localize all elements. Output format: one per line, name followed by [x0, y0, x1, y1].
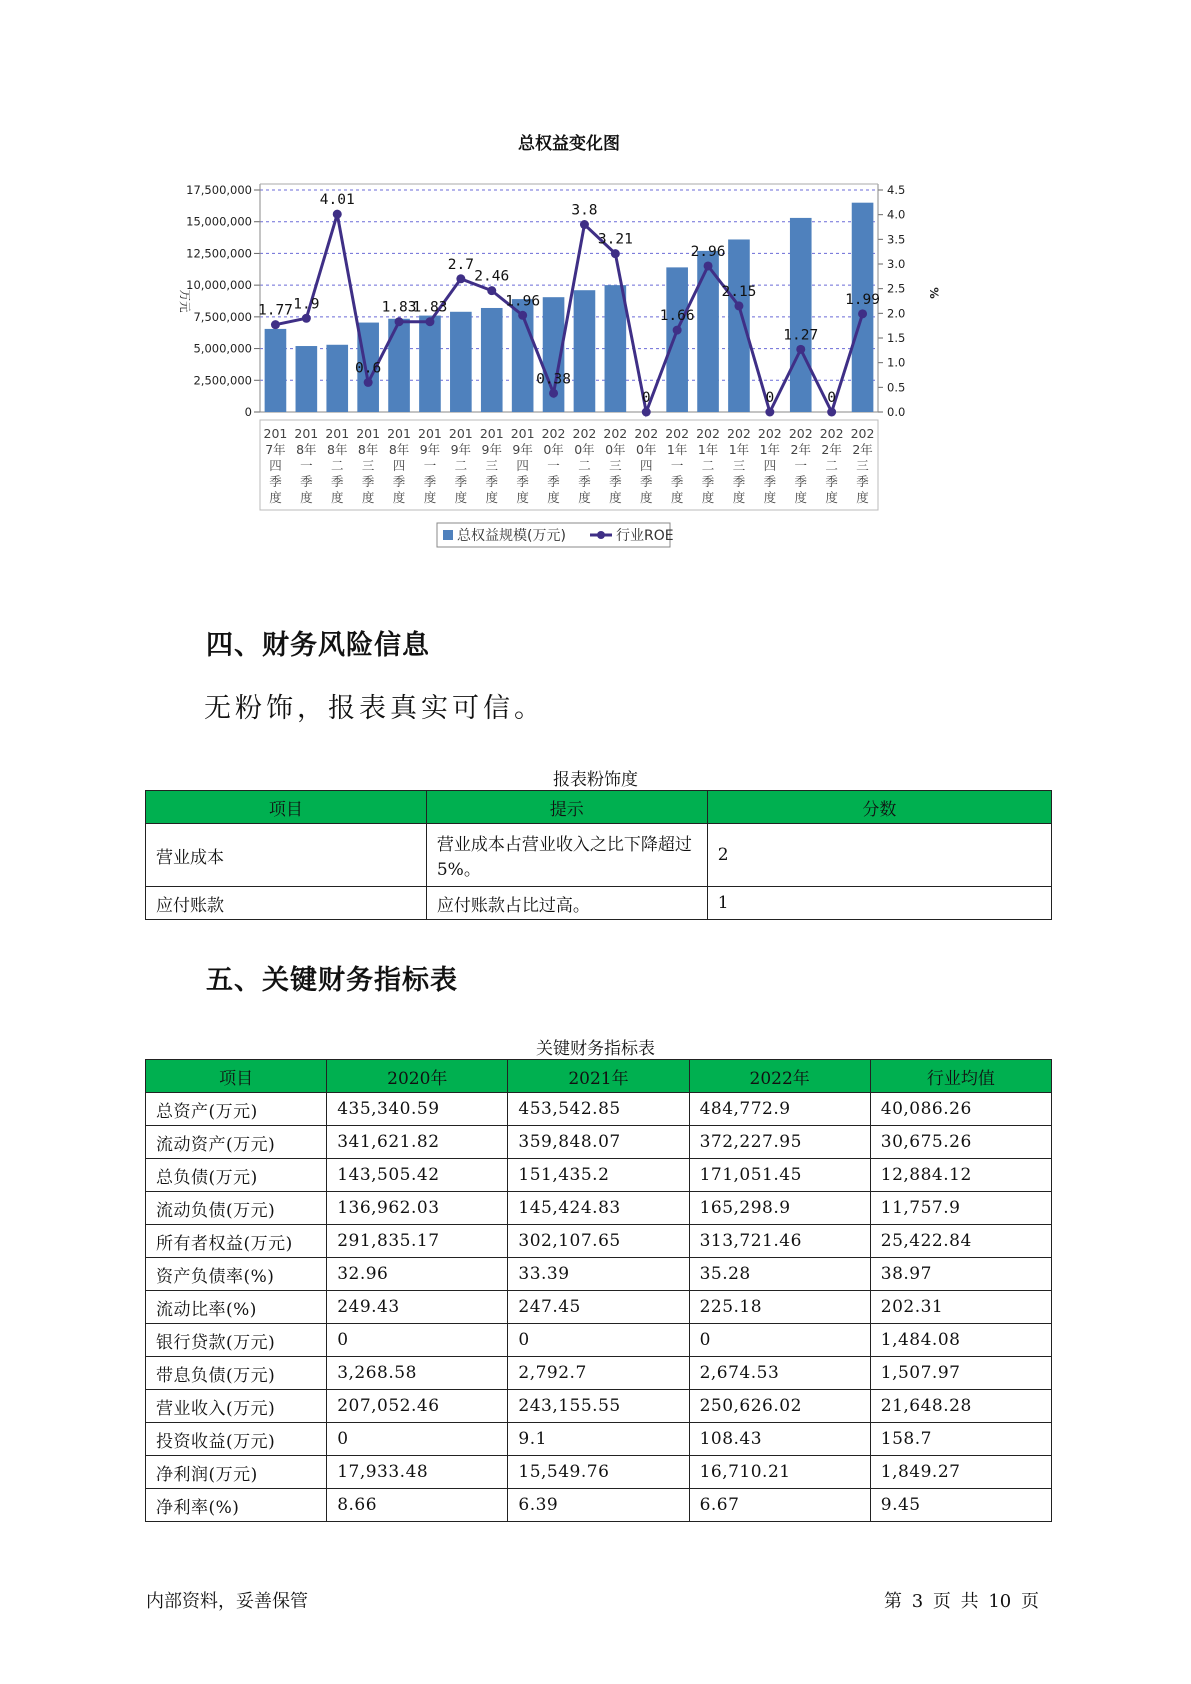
table-cell: 流动比率(%)	[146, 1291, 327, 1324]
roe-data-label: 0.6	[355, 360, 382, 377]
roe-data-label: 0	[765, 390, 775, 406]
x-tick-label: 2年	[790, 442, 811, 457]
x-tick-label: 201	[294, 426, 319, 441]
table-cell: 32.96	[327, 1258, 508, 1291]
table-cell: 243,155.55	[508, 1390, 689, 1423]
table-cell: 流动负债(万元)	[146, 1192, 327, 1225]
x-tick-label: 202	[665, 426, 690, 441]
table-cell: 净利润(万元)	[146, 1456, 327, 1489]
equity-bar	[419, 316, 441, 412]
y-tick-label: 2,500,000	[193, 373, 252, 388]
roe-point	[827, 408, 836, 417]
table-cell: 营业成本	[146, 824, 427, 887]
x-tick-label: 季	[794, 474, 808, 489]
whitewash-table-caption: 报表粉饰度	[553, 770, 638, 790]
section-heading-key-indicators: 五、关键财务指标表	[206, 965, 458, 996]
table-cell: 21,648.28	[870, 1390, 1051, 1423]
table-row	[146, 887, 1052, 920]
table-cell: 0	[327, 1324, 508, 1357]
table-cell: 143,505.42	[327, 1159, 508, 1192]
roe-data-label: 0	[641, 390, 651, 406]
table-row	[146, 1423, 1052, 1456]
x-tick-label: 季	[392, 474, 406, 489]
x-tick-label: 202	[541, 426, 566, 441]
equity-bar	[388, 319, 410, 412]
y2-tick-label: 2.5	[887, 281, 906, 296]
table-cell: 435,340.59	[327, 1093, 508, 1126]
equity-bar	[728, 239, 750, 412]
x-tick-label: 度	[392, 490, 406, 505]
roe-data-label: 2.7	[447, 256, 474, 273]
table-row	[146, 1357, 1052, 1390]
equity-bar	[574, 290, 596, 412]
roe-data-label: 0.38	[536, 371, 572, 388]
y-tick-label: 7,500,000	[193, 309, 252, 324]
x-tick-label: 度	[825, 490, 838, 505]
x-tick-label: 季	[330, 474, 344, 489]
x-tick-label: 度	[578, 490, 591, 505]
y-tick-label: 15,000,000	[186, 214, 252, 229]
x-tick-label: 9年	[481, 442, 502, 457]
roe-data-label: 1.66	[659, 308, 695, 325]
y2-tick-label: 4.5	[887, 183, 906, 197]
x-tick-label: 2年	[852, 442, 873, 457]
roe-data-label: 2.96	[690, 243, 726, 260]
x-tick-label: 季	[300, 474, 313, 489]
table-cell: 291,835.17	[327, 1225, 508, 1258]
table-cell: 营业收入(万元)	[146, 1390, 327, 1423]
table-cell: 1,849.27	[870, 1456, 1051, 1489]
table-cell: 25,422.84	[870, 1225, 1051, 1258]
x-tick-label: 二	[701, 458, 715, 473]
x-tick-label: 202	[634, 426, 659, 441]
table-cell: 带息负债(万元)	[146, 1357, 327, 1390]
table-cell: 38.97	[870, 1258, 1051, 1291]
x-tick-label: 季	[639, 474, 653, 489]
x-tick-label: 202	[696, 426, 720, 441]
table-cell: 108.43	[689, 1423, 870, 1456]
x-tick-label: 季	[609, 474, 622, 489]
table-row	[146, 1192, 1052, 1225]
x-tick-label: 季	[269, 474, 282, 489]
x-tick-label: 一	[300, 458, 313, 473]
x-tick-label: 度	[670, 490, 684, 505]
x-tick-label: 8年	[388, 442, 410, 457]
x-tick-label: 度	[516, 490, 529, 505]
x-tick-label: 度	[701, 490, 715, 505]
x-tick-label: 度	[300, 490, 313, 505]
x-tick-label: 二	[330, 458, 344, 473]
x-tick-label: 202	[757, 426, 782, 441]
y-axis-title: 万元	[178, 289, 192, 313]
roe-point	[395, 317, 404, 326]
y2-tick-label: 0.0	[887, 405, 906, 419]
table-row	[146, 1126, 1052, 1159]
roe-point	[487, 286, 496, 295]
x-tick-label: 9年	[450, 442, 472, 457]
section-heading-financial-risk: 四、财务风险信息	[206, 630, 430, 661]
y2-tick-label: 0.5	[887, 380, 906, 395]
roe-data-label: 4.01	[319, 192, 355, 209]
x-tick-label: 202	[788, 426, 813, 441]
table-cell: 359,848.07	[508, 1126, 689, 1159]
x-tick-label: 季	[361, 474, 375, 489]
y2-tick-label: 2.0	[887, 306, 906, 321]
x-tick-label: 1年	[666, 442, 688, 457]
x-tick-label: 一	[670, 458, 684, 473]
x-tick-label: 季	[423, 474, 437, 489]
roe-point	[642, 408, 651, 417]
table-cell: 投资收益(万元)	[146, 1423, 327, 1456]
table-cell: 2,674.53	[689, 1357, 870, 1390]
roe-data-label: 1.96	[505, 293, 541, 310]
roe-point	[611, 249, 620, 258]
whitewash-table	[145, 790, 1052, 920]
table-cell: 453,542.85	[508, 1093, 689, 1126]
x-tick-label: 8年	[327, 442, 348, 457]
table-row	[146, 1489, 1052, 1522]
equity-bar	[481, 308, 503, 412]
x-tick-label: 度	[269, 490, 282, 505]
table-cell: 145,424.83	[508, 1192, 689, 1225]
table-cell: 202.31	[870, 1291, 1051, 1324]
table-cell: 17,933.48	[327, 1456, 508, 1489]
roe-data-label: 1.27	[783, 327, 819, 344]
x-tick-label: 度	[423, 490, 437, 505]
roe-data-label: 1.83	[381, 299, 417, 316]
y-tick-label: 12,500,000	[186, 246, 252, 261]
x-tick-label: 8年	[357, 442, 379, 457]
y-tick-label: 10,000,000	[186, 278, 252, 293]
x-tick-label: 1年	[697, 442, 719, 457]
x-tick-label: 度	[732, 490, 746, 505]
header-item: 项目	[146, 1060, 327, 1093]
table-cell: 40,086.26	[870, 1093, 1051, 1126]
equity-chart	[160, 130, 1040, 600]
x-tick-label: 度	[856, 490, 869, 505]
equity-bar	[605, 285, 627, 412]
table-cell: 151,435.2	[508, 1159, 689, 1192]
roe-data-label: 2.46	[474, 268, 510, 285]
table-cell: 11,757.9	[870, 1192, 1051, 1225]
x-tick-label: 度	[794, 490, 808, 505]
x-tick-label: 201	[263, 426, 288, 441]
y-tick-label: 5,000,000	[193, 341, 252, 356]
x-tick-label: 7年	[265, 442, 286, 457]
table-cell: 484,772.9	[689, 1093, 870, 1126]
table-row	[146, 1456, 1052, 1489]
header-2021: 2021年	[508, 1060, 689, 1093]
table-cell: 313,721.46	[689, 1225, 870, 1258]
table-cell: 250,626.02	[689, 1390, 870, 1423]
table-cell: 225.18	[689, 1291, 870, 1324]
table-cell: 1	[707, 887, 1051, 920]
x-tick-label: 四	[516, 458, 529, 473]
table-cell: 249.43	[327, 1291, 508, 1324]
table-cell: 所有者权益(万元)	[146, 1225, 327, 1258]
table-cell: 165,298.9	[689, 1192, 870, 1225]
x-tick-label: 季	[578, 474, 591, 489]
x-tick-label: 度	[763, 490, 777, 505]
table-cell: 营业成本占营业收入之比下降超过5%。	[426, 824, 707, 887]
x-tick-label: 度	[454, 490, 468, 505]
table-cell: 9.45	[870, 1489, 1051, 1522]
table-cell: 6.67	[689, 1489, 870, 1522]
x-tick-label: 季	[732, 474, 746, 489]
table-cell: 总负债(万元)	[146, 1159, 327, 1192]
table-row	[146, 1324, 1052, 1357]
table-header-row	[146, 791, 1052, 824]
y2-tick-label: 1.0	[887, 355, 906, 370]
table-cell: 136,962.03	[327, 1192, 508, 1225]
roe-point	[765, 408, 774, 417]
x-tick-label: 9年	[512, 442, 533, 457]
roe-point	[302, 314, 311, 323]
x-tick-label: 度	[547, 490, 560, 505]
roe-point	[580, 220, 589, 229]
x-tick-label: 9年	[419, 442, 441, 457]
x-tick-label: 季	[516, 474, 529, 489]
table-cell: 158.7	[870, 1423, 1051, 1456]
table-row	[146, 1159, 1052, 1192]
x-tick-label: 季	[454, 474, 468, 489]
x-tick-label: 2年	[821, 442, 842, 457]
x-tick-label: 二	[825, 458, 838, 473]
table-cell: 3,268.58	[327, 1357, 508, 1390]
equity-bar	[790, 218, 812, 412]
table-cell: 流动资产(万元)	[146, 1126, 327, 1159]
table-cell: 资产负债率(%)	[146, 1258, 327, 1291]
x-tick-label: 度	[609, 490, 622, 505]
roe-data-label: 1.99	[845, 291, 881, 308]
footer-confidential: 内部资料，妥善保管	[146, 1591, 308, 1612]
footer-page-number: 第 3 页 共 10 页	[884, 1591, 1039, 1612]
x-tick-label: 201	[325, 426, 350, 441]
table-cell: 1,507.97	[870, 1357, 1051, 1390]
table-row	[146, 1291, 1052, 1324]
x-tick-label: 度	[639, 490, 653, 505]
x-tick-label: 三	[609, 458, 622, 473]
x-tick-label: 201	[356, 426, 381, 441]
key-indicator-table	[145, 1059, 1052, 1522]
x-tick-label: 202	[819, 426, 844, 441]
y-tick-label: 17,500,000	[186, 183, 252, 197]
x-tick-label: 四	[763, 458, 777, 473]
table-row	[146, 1258, 1052, 1291]
x-tick-label: 二	[578, 458, 591, 473]
x-tick-label: 季	[547, 474, 560, 489]
roe-point	[364, 378, 373, 387]
table-cell: 12,884.12	[870, 1159, 1051, 1192]
y2-tick-label: 1.5	[887, 331, 906, 345]
x-tick-label: 201	[448, 426, 473, 441]
roe-data-label: 3.8	[571, 202, 598, 219]
table-cell: 341,621.82	[327, 1126, 508, 1159]
roe-point	[425, 317, 434, 326]
header-item: 项目	[146, 791, 427, 824]
x-tick-label: 0年	[605, 442, 626, 457]
table-cell: 9.1	[508, 1423, 689, 1456]
legend-label-roe: 行业ROE	[616, 528, 674, 544]
table-cell: 247.45	[508, 1291, 689, 1324]
table-header-row	[146, 1060, 1052, 1093]
x-tick-label: 202	[727, 426, 751, 441]
table-cell: 6.39	[508, 1489, 689, 1522]
equity-bar	[326, 345, 348, 412]
roe-point	[796, 345, 805, 354]
header-2022: 2022年	[689, 1060, 870, 1093]
x-tick-label: 一	[423, 458, 437, 473]
table-cell: 372,227.95	[689, 1126, 870, 1159]
y2-tick-label: 3.0	[887, 257, 906, 271]
x-tick-label: 三	[485, 458, 499, 473]
roe-data-label: 1.9	[293, 296, 320, 313]
table-cell: 0	[327, 1423, 508, 1456]
x-tick-label: 201	[418, 426, 442, 441]
x-tick-label: 三	[732, 458, 746, 473]
x-tick-label: 201	[479, 426, 504, 441]
x-tick-label: 度	[485, 490, 499, 505]
table-cell: 净利率(%)	[146, 1489, 327, 1522]
x-tick-label: 0年	[636, 442, 657, 457]
legend-swatch-marker	[597, 531, 605, 539]
x-tick-label: 一	[547, 458, 560, 473]
x-tick-label: 202	[850, 426, 875, 441]
x-tick-label: 202	[603, 426, 628, 441]
roe-point	[704, 261, 713, 270]
table-cell: 0	[508, 1324, 689, 1357]
x-tick-label: 四	[639, 458, 653, 473]
roe-point	[858, 309, 867, 318]
equity-bar	[666, 267, 688, 412]
x-tick-label: 0年	[543, 442, 564, 457]
roe-data-label: 3.21	[597, 231, 633, 248]
table-cell: 207,052.46	[327, 1390, 508, 1423]
x-tick-label: 季	[763, 474, 777, 489]
table-cell: 0	[689, 1324, 870, 1357]
table-cell: 银行贷款(万元)	[146, 1324, 327, 1357]
x-tick-label: 度	[361, 490, 375, 505]
table-cell: 应付账款占比过高。	[426, 887, 707, 920]
financial-risk-paragraph: 无粉饰，报表真实可信。	[204, 693, 545, 724]
x-tick-label: 四	[392, 458, 406, 473]
y2-tick-label: 4.0	[887, 207, 906, 222]
roe-data-label: 0	[827, 390, 837, 406]
roe-point	[549, 389, 558, 398]
x-tick-label: 8年	[296, 442, 317, 457]
header-hint: 提示	[426, 791, 707, 824]
x-tick-label: 202	[572, 426, 597, 441]
y-tick-label: 0	[244, 405, 252, 419]
indicator-table-caption: 关键财务指标表	[536, 1039, 655, 1059]
table-cell: 1,484.08	[870, 1324, 1051, 1357]
x-tick-label: 0年	[574, 442, 595, 457]
table-cell: 302,107.65	[508, 1225, 689, 1258]
legend-label-equity: 总权益规模(万元)	[457, 528, 566, 544]
table-cell: 33.39	[508, 1258, 689, 1291]
table-cell: 8.66	[327, 1489, 508, 1522]
equity-bar	[296, 346, 318, 412]
x-tick-label: 三	[856, 458, 869, 473]
table-cell: 15,549.76	[508, 1456, 689, 1489]
x-tick-label: 四	[269, 458, 282, 473]
y2-tick-label: 3.5	[887, 232, 906, 247]
equity-bar	[450, 312, 472, 412]
table-cell: 应付账款	[146, 887, 427, 920]
x-tick-label: 三	[361, 458, 375, 473]
roe-data-label: 1.83	[412, 299, 448, 316]
table-cell: 2,792.7	[508, 1357, 689, 1390]
roe-point	[673, 326, 682, 335]
x-tick-label: 二	[454, 458, 468, 473]
table-row	[146, 1390, 1052, 1423]
table-row	[146, 1093, 1052, 1126]
table-cell: 16,710.21	[689, 1456, 870, 1489]
roe-point	[456, 274, 465, 283]
x-tick-label: 1年	[728, 442, 750, 457]
table-cell: 171,051.45	[689, 1159, 870, 1192]
legend-swatch-bar	[443, 530, 453, 540]
roe-data-label: 1.77	[257, 302, 293, 319]
x-tick-label: 季	[670, 474, 684, 489]
equity-bar	[265, 329, 287, 412]
x-tick-label: 201	[510, 426, 535, 441]
table-cell: 总资产(万元)	[146, 1093, 327, 1126]
table-row	[146, 824, 1052, 887]
roe-point	[271, 320, 280, 329]
roe-point	[333, 210, 342, 219]
x-tick-label: 度	[330, 490, 344, 505]
table-row	[146, 1225, 1052, 1258]
x-tick-label: 季	[856, 474, 869, 489]
header-score: 分数	[707, 791, 1051, 824]
x-tick-label: 1年	[759, 442, 781, 457]
table-cell: 2	[707, 824, 1051, 887]
x-tick-label: 201	[387, 426, 411, 441]
x-tick-label: 季	[485, 474, 499, 489]
x-tick-label: 季	[825, 474, 838, 489]
header-2020: 2020年	[327, 1060, 508, 1093]
roe-point	[734, 301, 743, 310]
roe-point	[518, 311, 527, 320]
table-cell: 35.28	[689, 1258, 870, 1291]
header-industry-avg: 行业均值	[870, 1060, 1051, 1093]
x-label-panel	[260, 420, 878, 510]
x-tick-label: 季	[701, 474, 715, 489]
chart-title: 总权益变化图	[518, 134, 620, 154]
equity-chart-svg	[160, 130, 1040, 600]
y2-axis-title: %	[927, 287, 941, 299]
x-tick-label: 一	[794, 458, 808, 473]
table-cell: 30,675.26	[870, 1126, 1051, 1159]
roe-data-label: 2.15	[721, 283, 757, 300]
